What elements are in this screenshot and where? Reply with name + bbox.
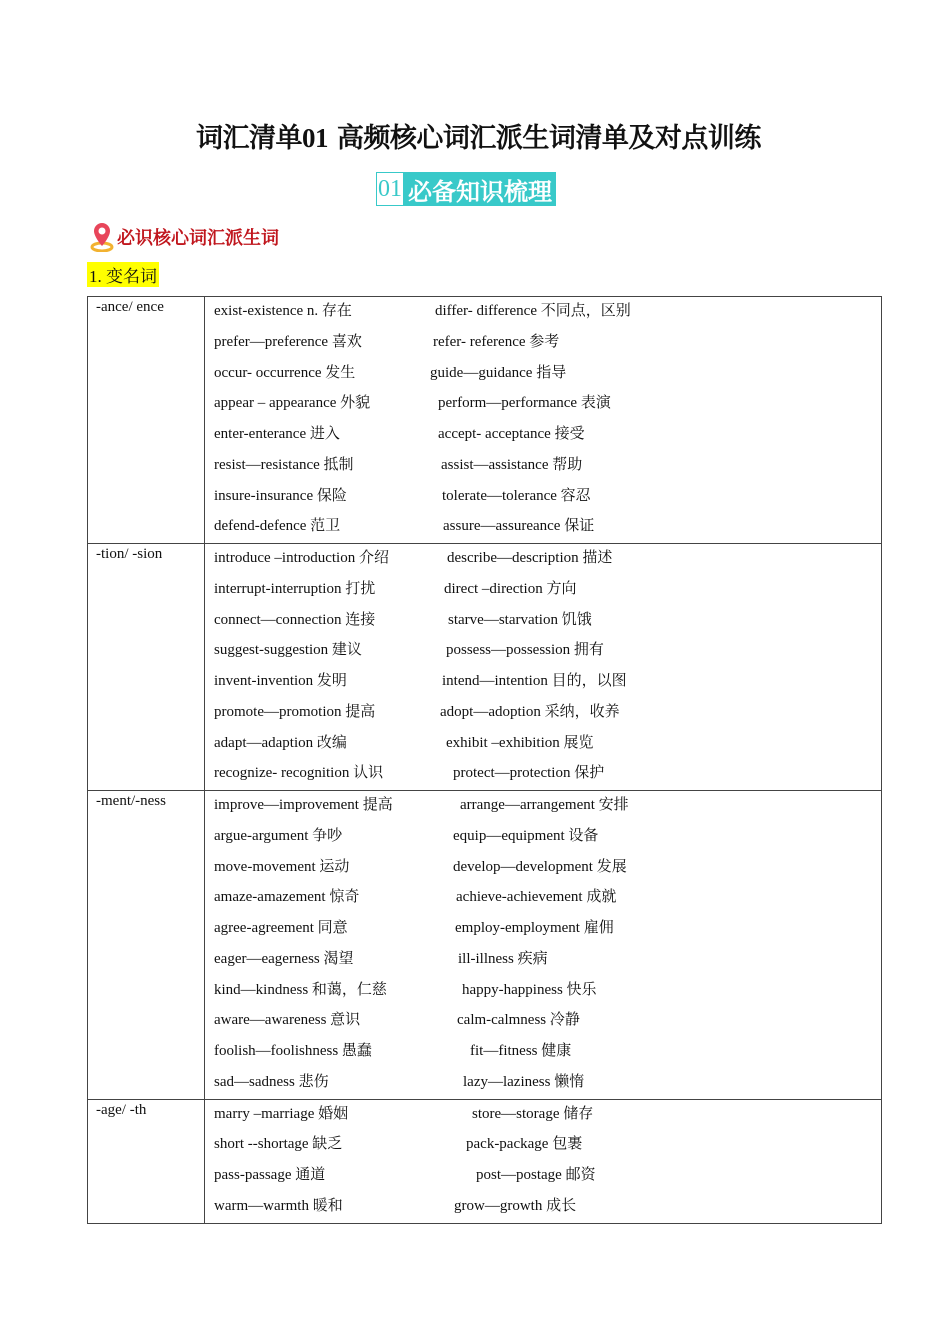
word-line bbox=[205, 729, 881, 760]
word-line bbox=[205, 636, 881, 667]
location-pin-icon bbox=[90, 222, 114, 252]
word-pair-right: describe—description 描述 bbox=[447, 550, 613, 566]
word-table bbox=[87, 296, 882, 1224]
word-pair-left: marry –marriage 婚姻 bbox=[214, 1105, 349, 1122]
word-pair-left: argue-argument 争吵 bbox=[214, 827, 343, 844]
title-number: 01 bbox=[302, 123, 328, 153]
word-line bbox=[205, 883, 881, 914]
word-pair-left: invent-invention 发明 bbox=[214, 673, 347, 689]
word-pair-right: ill-illness 疾病 bbox=[458, 950, 548, 967]
word-pair-left: promote—promotion 提高 bbox=[214, 703, 376, 720]
word-pair-left: amaze-amazement 惊奇 bbox=[214, 889, 360, 906]
word-line bbox=[205, 451, 881, 482]
word-pair-right: direct –direction 方向 bbox=[444, 580, 577, 597]
section-title: 必识核心词汇派生词 bbox=[117, 228, 279, 249]
word-line bbox=[205, 945, 881, 976]
table-row bbox=[88, 791, 882, 1100]
word-pair-left: enter-enterance 进入 bbox=[214, 426, 340, 442]
word-pair-left: recognize- recognition 认识 bbox=[214, 765, 384, 782]
word-line bbox=[205, 512, 881, 543]
word-pair-right: guide—guidance 指导 bbox=[430, 364, 567, 381]
subsection-label: 1. 变名词 bbox=[87, 262, 159, 287]
word-pair-right: post—postage 邮资 bbox=[476, 1167, 596, 1183]
word-pair-right: equip—equipment 设备 bbox=[453, 827, 599, 844]
word-pair-left: aware—awareness 意识 bbox=[214, 1012, 361, 1029]
word-line bbox=[205, 698, 881, 729]
word-pair-right: tolerate—tolerance 容忍 bbox=[442, 487, 591, 504]
word-line bbox=[205, 1006, 881, 1037]
words-cell bbox=[205, 1099, 882, 1223]
badge-text: 必备知识梳理 bbox=[408, 177, 552, 206]
word-pair-right: perform—performance 表演 bbox=[438, 395, 611, 412]
suffix-cell: -tion/ -sion bbox=[88, 544, 205, 791]
word-line bbox=[205, 482, 881, 513]
word-pair-left: eager—eagerness 渴望 bbox=[214, 950, 354, 967]
badge-number: 01 bbox=[377, 173, 403, 205]
word-pair-left: move-movement 运动 bbox=[214, 858, 350, 875]
word-line bbox=[205, 420, 881, 451]
word-line bbox=[205, 667, 881, 698]
word-pair-right: assist—assistance 帮助 bbox=[441, 456, 583, 473]
word-line bbox=[205, 914, 881, 945]
table-row bbox=[88, 297, 882, 544]
word-pair-left: connect—connection 连接 bbox=[214, 611, 376, 628]
word-pair-right: assure—assureance 保证 bbox=[443, 518, 595, 535]
word-line bbox=[205, 1037, 881, 1068]
word-pair-right: protect—protection 保护 bbox=[453, 765, 605, 782]
word-pair-left: exist-existence n. 存在 bbox=[214, 303, 352, 319]
word-pair-left: foolish—foolishness 愚蠢 bbox=[214, 1043, 372, 1059]
word-pair-left: prefer—preference 喜欢 bbox=[214, 333, 362, 350]
word-line bbox=[205, 822, 881, 853]
word-pair-left: occur- occurrence 发生 bbox=[214, 364, 356, 381]
word-line bbox=[205, 606, 881, 637]
word-pair-right: lazy—laziness 懒惰 bbox=[463, 1073, 585, 1090]
word-pair-right: pack-package 包裹 bbox=[466, 1136, 583, 1153]
word-pair-right: achieve-achievement 成就 bbox=[456, 889, 617, 906]
word-pair-right: accept- acceptance 接受 bbox=[438, 426, 585, 442]
word-line bbox=[205, 389, 881, 420]
section-heading bbox=[90, 222, 279, 252]
word-line bbox=[205, 328, 881, 359]
word-pair-right: possess—possession 拥有 bbox=[446, 642, 604, 659]
word-line bbox=[205, 297, 881, 328]
words-cell bbox=[205, 544, 882, 791]
word-line bbox=[205, 1100, 881, 1131]
word-pair-left: sad—sadness 悲伤 bbox=[214, 1073, 329, 1090]
word-pair-right: arrange—arrangement 安排 bbox=[460, 797, 629, 813]
word-pair-right: grow—growth 成长 bbox=[454, 1197, 577, 1214]
page-title bbox=[196, 116, 761, 155]
word-pair-right: adopt—adoption 采纳，收养 bbox=[440, 703, 620, 720]
word-pair-left: suggest-suggestion 建议 bbox=[214, 642, 362, 659]
word-pair-left: warm—warmth 暖和 bbox=[214, 1197, 343, 1214]
word-pair-right: exhibit –exhibition 展览 bbox=[446, 734, 594, 751]
word-pair-right: starve—starvation 饥饿 bbox=[448, 611, 592, 628]
word-pair-left: kind—kindness 和蔼，仁慈 bbox=[214, 981, 387, 998]
word-pair-left: insure-insurance 保险 bbox=[214, 487, 347, 504]
word-pair-left: introduce –introduction 介绍 bbox=[214, 550, 389, 566]
suffix-cell: -age/ -th bbox=[88, 1099, 205, 1223]
word-pair-left: agree-agreement 同意 bbox=[214, 920, 348, 936]
word-pair-left: appear – appearance 外貌 bbox=[214, 395, 371, 412]
word-line bbox=[205, 1130, 881, 1161]
word-pair-right: differ- difference 不同点，区别 bbox=[435, 303, 631, 319]
word-pair-left: short --shortage 缺乏 bbox=[214, 1136, 343, 1153]
word-pair-right: store—storage 储存 bbox=[472, 1105, 594, 1122]
section-badge bbox=[376, 172, 556, 206]
word-line bbox=[205, 359, 881, 390]
suffix-cell: -ance/ ence bbox=[88, 297, 205, 544]
word-line bbox=[205, 1161, 881, 1192]
word-line bbox=[205, 759, 881, 790]
title-prefix: 词汇清单 bbox=[196, 123, 302, 154]
word-line bbox=[205, 544, 881, 575]
word-line bbox=[205, 791, 881, 822]
word-pair-right: calm-calmness 冷静 bbox=[457, 1012, 580, 1029]
table-row bbox=[88, 1099, 882, 1223]
word-pair-left: interrupt-interruption 打扰 bbox=[214, 580, 376, 597]
word-pair-left: pass-passage 通道 bbox=[214, 1167, 326, 1183]
suffix-cell: -ment/-ness bbox=[88, 791, 205, 1100]
word-pair-right: refer- reference 参考 bbox=[433, 333, 560, 350]
word-pair-right: intend—intention 目的，以图 bbox=[442, 673, 627, 689]
words-cell bbox=[205, 791, 882, 1100]
word-line bbox=[205, 575, 881, 606]
title-suffix: 高频核心词汇派生词清单及对点训练 bbox=[336, 123, 761, 154]
word-pair-right: employ-employment 雇佣 bbox=[455, 920, 614, 936]
word-pair-left: resist—resistance 抵制 bbox=[214, 456, 354, 473]
word-line bbox=[205, 1068, 881, 1099]
word-pair-right: fit—fitness 健康 bbox=[470, 1043, 572, 1059]
word-pair-right: develop—development 发展 bbox=[453, 858, 627, 875]
word-line bbox=[205, 853, 881, 884]
word-line bbox=[205, 976, 881, 1007]
words-cell bbox=[205, 297, 882, 544]
table-row bbox=[88, 544, 882, 791]
word-pair-left: defend-defence 范卫 bbox=[214, 518, 341, 535]
word-pair-left: adapt—adaption 改编 bbox=[214, 734, 347, 751]
word-pair-right: happy-happiness 快乐 bbox=[462, 981, 597, 998]
word-pair-left: improve—improvement 提高 bbox=[214, 797, 393, 813]
word-line bbox=[205, 1192, 881, 1223]
